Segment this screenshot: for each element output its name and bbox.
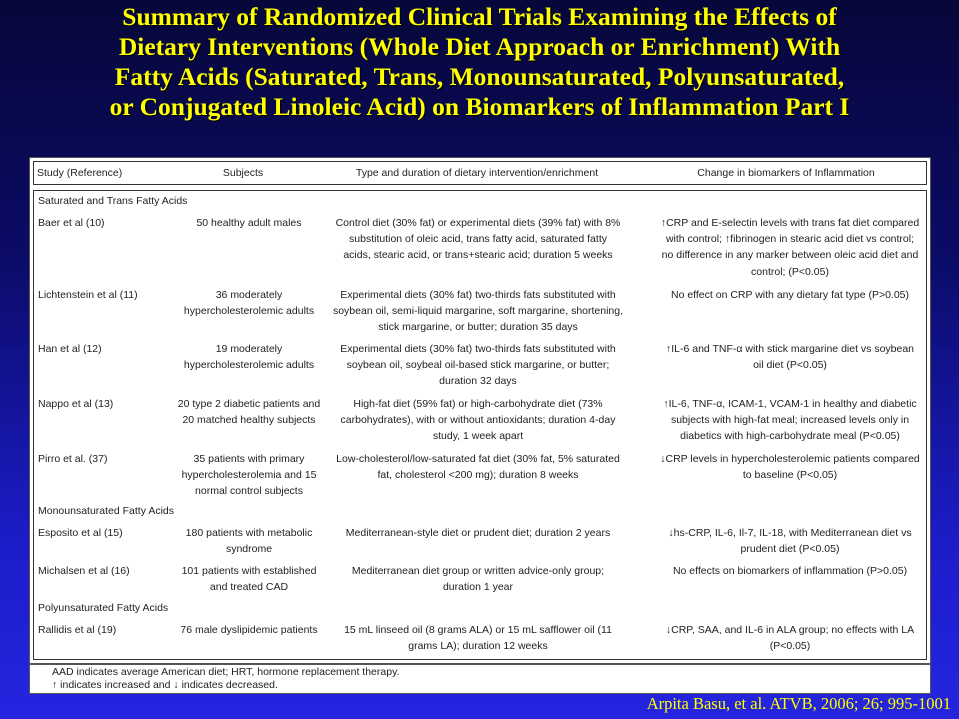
- table-header-row: [33, 161, 927, 185]
- footnote: [29, 664, 931, 694]
- cell-type: Mediterranean-style diet or prudent diet; duration 2 years: [345, 527, 611, 539]
- cell-type: Experimental diets (30% fat) two-thirds fats substituted with soybean oil, semi-liquid margarine, soft margarine, shortening, stick margarine, or butter; duration 35 days: [332, 289, 624, 334]
- cell-change: ↓hs-CRP, IL-6, Il-7, IL-18, with Mediterranean diet vs prudent diet (P<0.05): [668, 527, 912, 556]
- section-monounsaturated: Monounsaturated Fatty Acids: [38, 505, 174, 517]
- cell-type: Control diet (30% fat) or experimental diets (39% fat) with 8% substitution of oleic acid, trans fatty acid, saturated fatty acids, stearic acid, or trans+stearic acid; duration 5 weeks: [335, 217, 621, 262]
- cell-study: Rallidis et al (19): [38, 624, 117, 636]
- cell-study: Nappo et al (13): [38, 398, 114, 410]
- cell-type: High-fat diet (59% fat) or high-carbohydrate diet (73% carbohydrates), with or without antioxidants; duration 4-day study, 1 week apart: [340, 398, 616, 443]
- cell-subjects: 19 moderately hypercholesterolemic adults: [183, 343, 315, 372]
- cell-study: Pirro et al. (37): [38, 453, 108, 465]
- cell-change: ↓CRP levels in hypercholesterolemic patients compared to baseline (P<0.05): [660, 453, 920, 482]
- title-line-4: or Conjugated Linoleic Acid) on Biomarkers of Inflammation Part I: [109, 92, 850, 121]
- trials-table: [29, 157, 931, 664]
- cell-change: ↑IL-6 and TNF-α with stick margarine diet vs soybean oil diet (P<0.05): [665, 343, 915, 372]
- citation: Arpita Basu, et al. ATVB, 2006; 26; 995-1001: [646, 694, 951, 713]
- cell-study: Lichtenstein et al (11): [38, 289, 138, 301]
- cell-subjects: 101 patients with established and treated CAD: [181, 565, 317, 594]
- title-line-2: Dietary Interventions (Whole Diet Approach or Enrichment) With: [118, 32, 841, 61]
- cell-type: 15 mL linseed oil (8 grams ALA) or 15 mL safflower oil (11 grams LA); duration 12 weeks: [344, 624, 612, 653]
- cell-change: No effects on biomarkers of inflammation (P>0.05): [672, 565, 908, 577]
- cell-subjects: 50 healthy adult males: [196, 217, 302, 229]
- cell-subjects: 180 patients with metabolic syndrome: [185, 527, 313, 556]
- footnote-abbreviations: AAD indicates average American diet; HRT, hormone replacement therapy.: [52, 666, 400, 678]
- header-change: Change in biomarkers of Inflammation: [697, 167, 875, 179]
- cell-study: Esposito et al (15): [38, 527, 123, 539]
- cell-subjects: 76 male dyslipidemic patients: [180, 624, 318, 636]
- slide-title: [0, 2, 959, 122]
- header-subjects: Subjects: [222, 167, 264, 179]
- title-line-1: Summary of Randomized Clinical Trials Examining the Effects of: [122, 2, 837, 31]
- section-saturated-trans: Saturated and Trans Fatty Acids: [38, 195, 188, 207]
- cell-change: ↑IL-6, TNF-α, ICAM-1, VCAM-1 in healthy and diabetic subjects with high-fat meal; increased levels only in diabetics with high-carbohydrate meal (P<0.05): [663, 398, 917, 443]
- title-line-3: Fatty Acids (Saturated, Trans, Monounsaturated, Polyunsaturated,: [114, 62, 845, 91]
- header-type: Type and duration of dietary intervention/enrichment: [355, 167, 599, 179]
- section-polyunsaturated: Polyunsaturated Fatty Acids: [38, 602, 169, 614]
- cell-study: Han et al (12): [38, 343, 102, 355]
- footnote-arrows: ↑ indicates increased and ↓ indicates decreased.: [52, 679, 278, 691]
- cell-type: Experimental diets (30% fat) two-thirds fats substituted with soybean oil, soybeal oil-based stick margarine, or butter; duration 32 days: [340, 343, 616, 388]
- cell-change: No effect on CRP with any dietary fat type (P>0.05): [670, 289, 910, 301]
- cell-subjects: 20 type 2 diabetic patients and 20 matched healthy subjects: [177, 398, 321, 427]
- cell-change: ↓CRP, SAA, and IL-6 in ALA group; no effects with LA (P<0.05): [665, 624, 915, 653]
- table-body: [33, 190, 927, 660]
- cell-study: Michalsen et al (16): [38, 565, 130, 577]
- cell-subjects: 36 moderately hypercholesterolemic adults: [183, 289, 315, 318]
- cell-change: ↑CRP and E-selectin levels with trans fat diet compared with control; ↑fibrinogen in stearic acid diet vs control; no difference in any marker between oleic acid diet and control; (P<0.05): [660, 217, 920, 278]
- cell-study: Baer et al (10): [38, 217, 105, 229]
- cell-type: Low-cholesterol/low-saturated fat diet (30% fat, 5% saturated fat, cholesterol <200 mg); duration 8 weeks: [336, 453, 620, 482]
- header-study: Study (Reference): [37, 167, 123, 179]
- cell-subjects: 35 patients with primary hypercholesterolemia and 15 normal control subjects: [181, 453, 317, 498]
- cell-type: Mediterranean diet group or written advice-only group; duration 1 year: [351, 565, 605, 594]
